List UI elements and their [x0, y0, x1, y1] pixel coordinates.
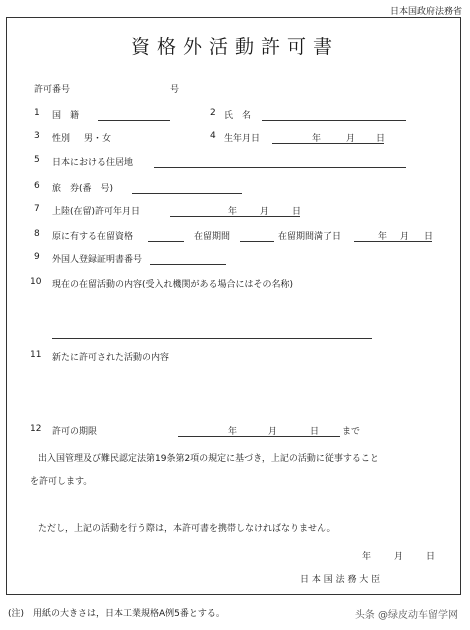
alien-registration-field[interactable]: [150, 264, 226, 265]
nationality-label: 国 籍: [52, 111, 80, 121]
legal-basis-line-1: 出入国管理及び難民認定法第19条第2項の規定に基づき，上記の活動に従事すること: [38, 454, 379, 464]
sex-label: 性別: [52, 134, 71, 144]
current-activity-field[interactable]: [52, 338, 372, 339]
birthdate-month: 月: [346, 134, 356, 144]
birthdate-year: 年: [312, 134, 322, 144]
issue-day: 日: [426, 552, 436, 562]
form-title: 資格外活動許可書: [130, 36, 339, 58]
footnote: (注) 用紙の大きさは，日本工業規格A例5番とする。: [8, 609, 225, 619]
field-1-number: 1: [34, 108, 40, 118]
field-12-number: 12: [30, 424, 42, 434]
field-3-number: 3: [34, 131, 40, 141]
sex-options[interactable]: 男・女: [84, 134, 112, 144]
field-5-number: 5: [34, 155, 40, 165]
expiry-label: 在留期間満了日: [278, 232, 342, 242]
nationality-field[interactable]: [98, 120, 170, 121]
field-11-number: 11: [30, 350, 42, 360]
current-activity-label: 現在の在留活動の内容(受入れ機関がある場合にはその名称): [52, 280, 294, 290]
permit-number-label: 許可番号: [34, 85, 71, 95]
residence-field[interactable]: [154, 167, 406, 168]
permit-period-label: 許可の期限: [52, 427, 98, 437]
permitted-activity-label: 新たに許可された活動の内容: [52, 353, 170, 363]
landing-date-label: 上陸(在留)許可年月日: [52, 207, 141, 217]
birthdate-day: 日: [376, 134, 386, 144]
expiry-field[interactable]: [354, 241, 432, 242]
birthdate-field[interactable]: [272, 143, 384, 144]
alien-registration-label: 外国人登録証明書番号: [52, 255, 143, 265]
field-8-number: 8: [34, 229, 40, 239]
permit-number-suffix: 号: [170, 85, 180, 95]
current-status-field[interactable]: [148, 241, 184, 242]
expiry-day: 日: [424, 232, 434, 242]
issue-month: 月: [394, 552, 404, 562]
field-4-number: 4: [210, 131, 216, 141]
field-2-number: 2: [210, 108, 216, 118]
birthdate-label: 生年月日: [224, 134, 261, 144]
field-10-number: 10: [30, 277, 42, 287]
expiry-month: 月: [400, 232, 410, 242]
minister-signature: 日 本 国 法 務 大 臣: [300, 575, 381, 585]
field-9-number: 9: [34, 252, 40, 262]
landing-date-year: 年: [228, 207, 238, 217]
period-label: 在留期間: [194, 232, 231, 242]
ministry-header: 日本国政府法務省: [389, 7, 462, 17]
field-7-number: 7: [34, 204, 40, 214]
issue-year: 年: [362, 552, 372, 562]
period-field[interactable]: [240, 241, 274, 242]
field-6-number: 6: [34, 181, 40, 191]
name-label: 氏 名: [224, 111, 252, 121]
watermark: 头条 @绿皮动车留学网: [354, 610, 458, 621]
form-frame: [6, 17, 461, 595]
landing-date-month: 月: [260, 207, 270, 217]
carry-notice: ただし，上記の活動を行う際は，本許可書を携帯しなければなりません。: [38, 524, 336, 534]
permit-period-suffix: まで: [342, 427, 361, 437]
expiry-year: 年: [378, 232, 388, 242]
permit-period-month: 月: [268, 427, 278, 437]
passport-field[interactable]: [132, 193, 242, 194]
legal-basis-line-2: を許可します。: [30, 477, 93, 487]
permit-period-day: 日: [310, 427, 320, 437]
name-field[interactable]: [262, 120, 406, 121]
residence-label: 日本における住居地: [52, 158, 134, 168]
passport-label: 旅 券(番 号): [52, 184, 114, 194]
landing-date-day: 日: [292, 207, 302, 217]
permit-period-year: 年: [228, 427, 238, 437]
current-status-label: 原に有する在留資格: [52, 232, 134, 242]
